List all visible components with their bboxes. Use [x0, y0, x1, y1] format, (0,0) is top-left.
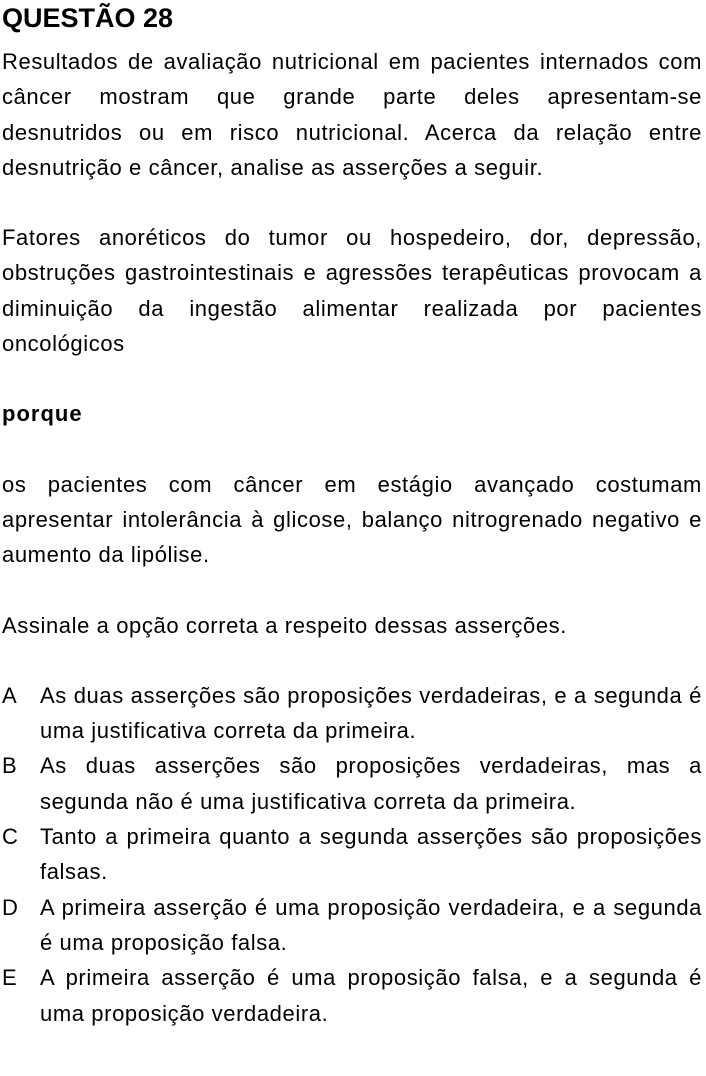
assertion-1: Fatores anoréticos do tumor ou hospedeiro, dor, depressão, obstruções gastrointestinais e agressões terapêuticas provocam a diminuição da ingestão alimentar realizada por pacientes oncológicos	[2, 225, 702, 357]
assertion-2: os pacientes com câncer em estágio avançado costumam apresentar intolerância à glicose, balanço nitrogrenado negativo e aumento da lipólise.	[2, 471, 702, 568]
option-text: As duas asserções são proposições verdadeiras, e a segunda é uma justificativa correta da primeira.	[40, 682, 702, 744]
option-letter: B	[2, 753, 18, 779]
spacer	[2, 185, 702, 220]
option-text: A primeira asserção é uma proposição falsa, e a segunda é uma proposição verdadeira.	[40, 965, 702, 1026]
option-c[interactable]	[2, 819, 702, 890]
option-e[interactable]	[2, 960, 702, 1031]
option-a[interactable]	[2, 678, 702, 749]
option-letter: D	[2, 894, 19, 920]
spacer	[2, 573, 702, 608]
spacer	[2, 643, 702, 678]
connector-porque: porque	[2, 401, 83, 427]
option-text: A primeira asserção é uma proposição verdadeira, e a segunda é uma proposição falsa.	[40, 894, 702, 955]
option-letter: A	[2, 682, 18, 708]
spacer	[2, 432, 702, 467]
question-title: QUESTÃO 28	[2, 3, 174, 33]
option-letter: E	[2, 965, 18, 991]
question-prompt: Assinale a opção correta a respeito dessas asserções.	[2, 612, 567, 638]
spacer	[2, 361, 702, 396]
option-d[interactable]	[2, 890, 702, 961]
option-letter: C	[2, 824, 19, 850]
answer-options	[2, 678, 702, 1031]
option-b[interactable]	[2, 748, 702, 819]
question-intro: Resultados de avaliação nutricional em pacientes internados com câncer mostram que grande parte deles apresentam-se desnutridos ou em risco nutricional. Acerca da relação entre desnutrição e câncer, analise as asserções a seguir.	[2, 49, 702, 180]
option-text: As duas asserções são proposições verdadeiras, mas a segunda não é uma justificativa correta da primeira.	[40, 753, 702, 814]
option-text: Tanto a primeira quanto a segunda asserções são proposições falsas.	[40, 824, 702, 885]
